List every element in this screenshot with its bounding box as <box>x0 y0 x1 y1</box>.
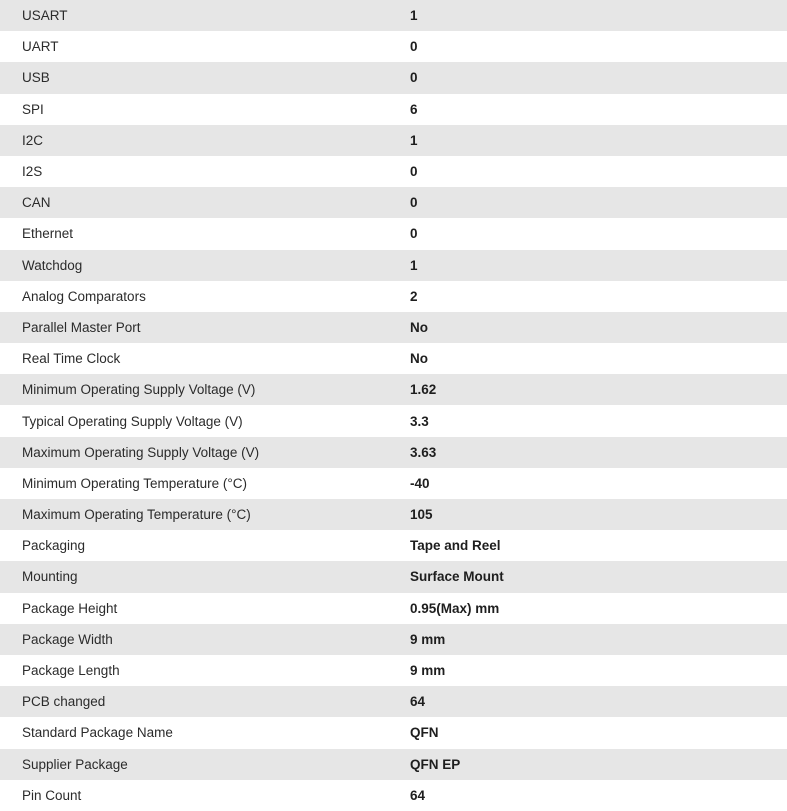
spec-row <box>0 343 787 374</box>
spec-label: PCB changed <box>22 694 106 710</box>
spec-label: SPI <box>22 101 44 117</box>
spec-value: 1 <box>410 257 418 273</box>
spec-label: Mounting <box>22 569 78 585</box>
spec-row <box>0 374 787 405</box>
spec-value: -40 <box>410 475 430 491</box>
spec-label: Package Height <box>22 600 118 616</box>
spec-label: Packaging <box>22 538 86 554</box>
spec-value: 1 <box>410 8 418 24</box>
spec-label: USB <box>22 70 50 86</box>
spec-value: 2 <box>410 288 418 304</box>
spec-row <box>0 62 787 93</box>
spec-row <box>0 530 787 561</box>
spec-value: 0 <box>410 39 418 55</box>
spec-value: 105 <box>410 507 433 523</box>
spec-label: Package Width <box>22 631 113 647</box>
spec-value: 64 <box>410 694 426 710</box>
spec-value: 9 mm <box>410 631 446 647</box>
spec-label: I2S <box>22 164 43 180</box>
spec-label: Standard Package Name <box>22 725 173 741</box>
spec-label: Minimum Operating Supply Voltage (V) <box>22 382 256 398</box>
spec-row <box>0 31 787 62</box>
spec-value: Tape and Reel <box>410 538 501 554</box>
spec-value: 1 <box>410 132 418 148</box>
spec-label: USART <box>22 8 68 24</box>
spec-label: Maximum Operating Temperature (°C) <box>22 507 251 523</box>
spec-row <box>0 312 787 343</box>
spec-value: 0 <box>410 226 418 242</box>
spec-value: 0 <box>410 195 418 211</box>
spec-row <box>0 686 787 717</box>
spec-value: 6 <box>410 101 418 117</box>
spec-row <box>0 468 787 499</box>
spec-row <box>0 655 787 686</box>
spec-row <box>0 405 787 436</box>
spec-row <box>0 780 787 811</box>
spec-value: 0.95(Max) mm <box>410 600 500 616</box>
spec-label: I2C <box>22 132 44 148</box>
spec-value: No <box>410 319 428 335</box>
spec-row <box>0 0 787 31</box>
spec-label: Package Length <box>22 663 120 679</box>
spec-label: CAN <box>22 195 51 211</box>
spec-value: QFN <box>410 725 439 741</box>
spec-label: Real Time Clock <box>22 351 121 367</box>
spec-row <box>0 499 787 530</box>
spec-label: Analog Comparators <box>22 288 146 304</box>
spec-label: Ethernet <box>22 226 74 242</box>
spec-row <box>0 561 787 592</box>
spec-label: Pin Count <box>22 787 82 803</box>
spec-label: UART <box>22 39 59 55</box>
spec-row <box>0 749 787 780</box>
spec-row <box>0 717 787 748</box>
spec-row <box>0 593 787 624</box>
spec-value: QFN EP <box>410 756 461 772</box>
spec-row <box>0 187 787 218</box>
spec-row <box>0 250 787 281</box>
spec-label: Supplier Package <box>22 756 128 772</box>
spec-value: 9 mm <box>410 663 446 679</box>
spec-row <box>0 156 787 187</box>
spec-row <box>0 281 787 312</box>
spec-label: Typical Operating Supply Voltage (V) <box>22 413 243 429</box>
spec-row <box>0 125 787 156</box>
spec-value: 0 <box>410 164 418 180</box>
spec-row <box>0 624 787 655</box>
spec-row <box>0 218 787 249</box>
spec-value: 1.62 <box>410 382 437 398</box>
spec-value: No <box>410 351 428 367</box>
spec-value: Surface Mount <box>410 569 504 585</box>
spec-row <box>0 437 787 468</box>
spec-value: 3.63 <box>410 444 437 460</box>
spec-value: 3.3 <box>410 413 429 429</box>
spec-label: Watchdog <box>22 257 83 273</box>
spec-value: 0 <box>410 70 418 86</box>
spec-label: Minimum Operating Temperature (°C) <box>22 475 247 491</box>
spec-value: 64 <box>410 787 426 803</box>
spec-row <box>0 94 787 125</box>
spec-label: Parallel Master Port <box>22 319 141 335</box>
spec-label: Maximum Operating Supply Voltage (V) <box>22 444 260 460</box>
